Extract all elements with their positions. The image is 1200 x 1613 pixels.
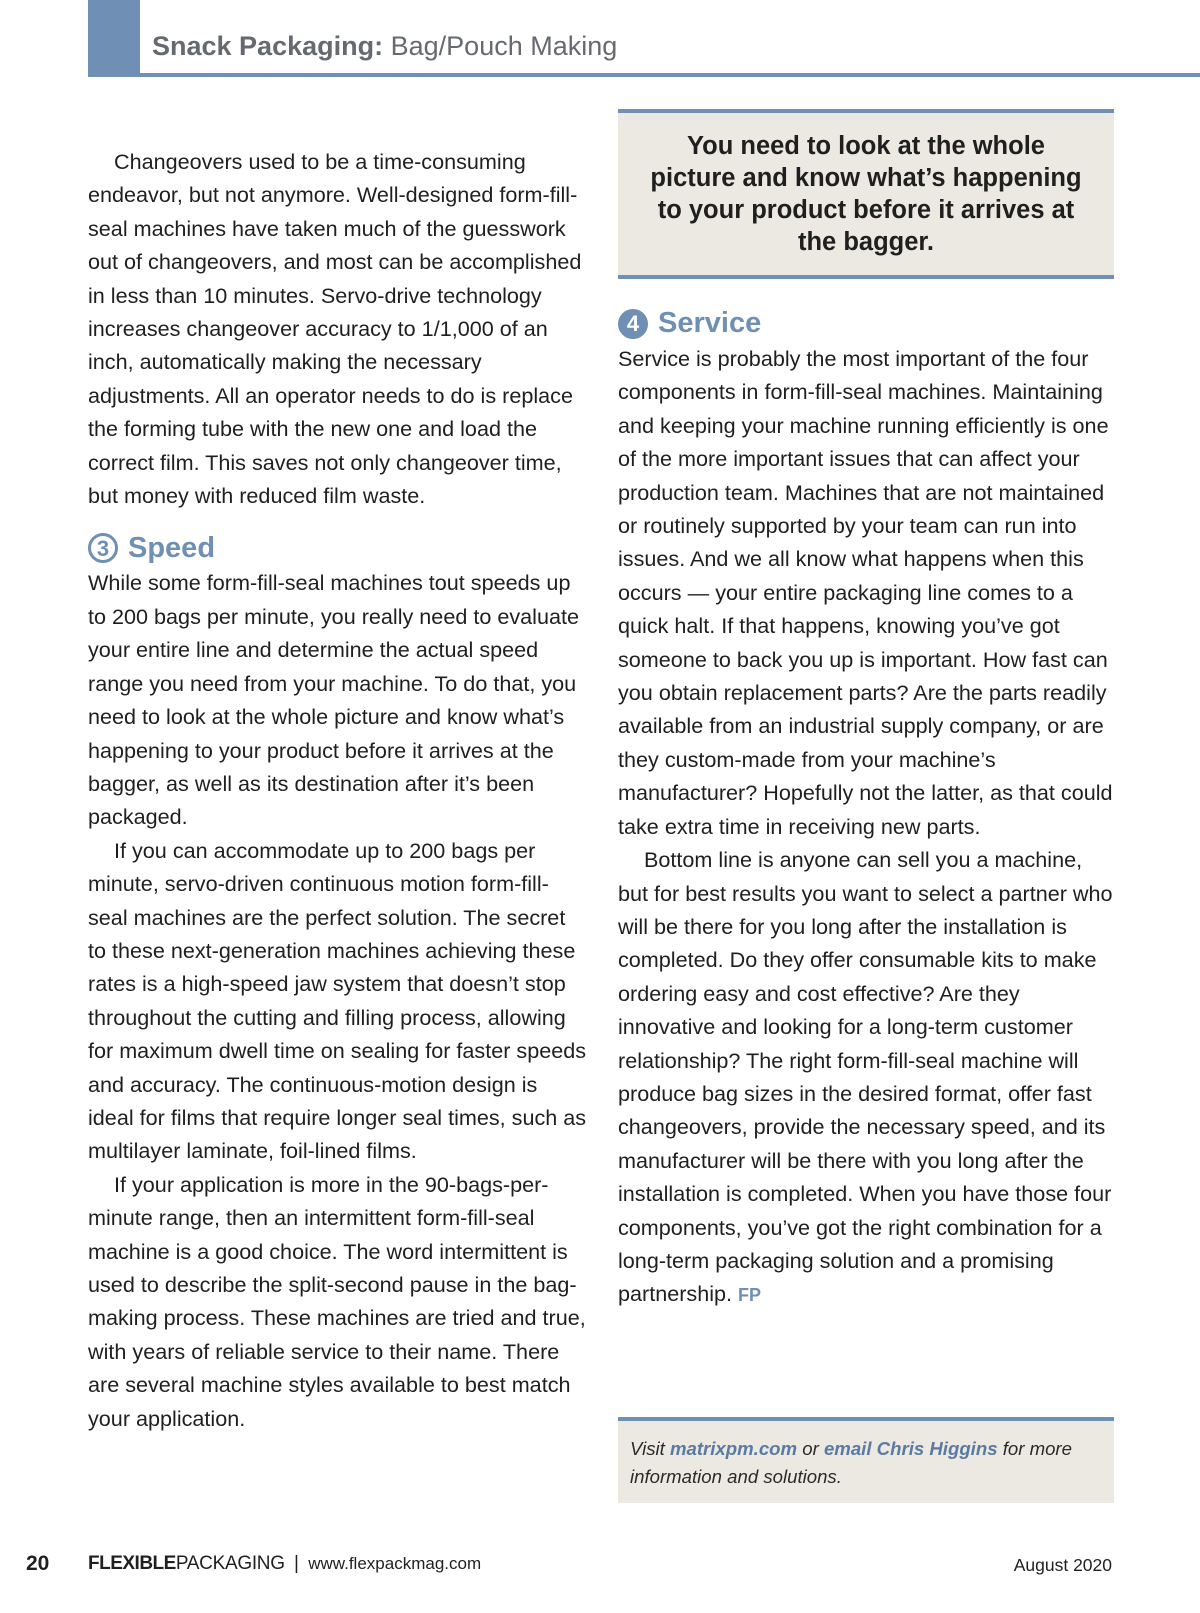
intro-paragraph: Changeovers used to be a time-consuming endeavor, but not anymore. Well-designed form-fill-seal machines have taken much of the guesswork out of changeovers, and most can be accomplished in less than 10 minutes. Servo-drive technology increases changeover accuracy to 1/1,000 of an inch, automatically making the necessary adjustments. All an operator needs to do is replace the forming tube with the new one and load the correct film. This saves not only changeover time, but money with reduced film waste. [88, 149, 582, 509]
section-speed-title: Speed [128, 531, 216, 564]
section-speed-heading [88, 530, 588, 566]
visit-prefix: Visit [630, 1438, 665, 1459]
visit-info-box [618, 1417, 1114, 1503]
left-column [88, 145, 588, 1435]
header-title-bold: Snack Packaging: [152, 31, 384, 61]
header-rule [88, 73, 1200, 77]
email-chris-higgins-link[interactable]: email Chris Higgins [823, 1438, 998, 1459]
visit-suffix: for more information and solutions. [630, 1438, 1072, 1487]
pull-quote-text: You need to look at the whole picture and know what’s happening to your product before it arrives at the bagger. [650, 132, 1082, 256]
brand-flexible: FLEXIBLE [88, 1553, 176, 1574]
speed-paragraph-3: If your application is more in the 90-bags-per-minute range, then an intermittent form-fill-seal machine is a good choice. The word intermittent is used to describe the split-second pause in the bag-making process. These machines are tried and true, with years of reliable service to their name. There are several machine styles available to best match your application. [88, 1171, 586, 1431]
section-number-4-icon: 4 [618, 309, 648, 339]
right-column [618, 306, 1118, 1313]
service-paragraph-2-text: Bottom line is anyone can sell you a machine, but for best results you want to select a partner who will be there for you long after the installation is completed. Do they offer consumable kits to make ordering easy and cost effective? Are they innovative and looking for a long-term customer relationship? The right form-fill-seal machine will produce bag sizes in the desired format, offer fast changeovers, provide the necessary speed, and its manufacturer will be there with you long after the installation is completed. When you have those four components, you’ve got the right combination for a long-term packaging solution and a promising partnership. [618, 847, 1113, 1307]
service-paragraph-1: Service is probably the most important of the four components in form-fill-seal machines. Maintaining and keeping your machine running efficiently is one of the more important issues that can affect your production team. Machines that are not maintained or routinely supported by your team can run into issues. And we all know what happens when this occurs — your entire packaging line comes to a quick halt. If that happens, knowing you’ve got someone to back you up is important. How fast can you obtain replacement parts? Are the parts readily available from an industrial supply company, or are they custom-made from your machine’s manufacturer? Hopefully not the latter, as that could take extra time in receiving new parts. [618, 346, 1113, 839]
header-title-rest: Bag/Pouch Making [390, 31, 618, 61]
section-service-title: Service [658, 307, 762, 340]
matrixpm-link[interactable]: matrixpm.com [669, 1438, 798, 1459]
service-paragraph-2 [618, 843, 1118, 1313]
speed-paragraph-1: While some form-fill-seal machines tout speeds up to 200 bags per minute, you really need to evaluate your entire line and determine the actual speed range you need from your machine. To do that, you need to look at the whole picture and know what’s happening to your product before it arrives at the bagger, as well as its destination after it’s been packaged. [88, 570, 579, 830]
brand-packaging: PACKAGING [175, 1553, 285, 1574]
section-service-heading [618, 306, 1118, 342]
page-header-title [152, 31, 617, 62]
fp-end-mark: FP [738, 1285, 762, 1306]
header-accent-tab [88, 0, 140, 77]
section-number-3-icon: 3 [88, 533, 118, 563]
pull-quote-box [618, 109, 1114, 279]
issue-date: August 2020 [1013, 1555, 1112, 1575]
footer-separator: | [294, 1553, 299, 1574]
footer-brand [88, 1553, 481, 1575]
footer-url-link[interactable]: www.flexpackmag.com [308, 1554, 482, 1573]
page-number: 20 [26, 1552, 50, 1575]
speed-paragraph-2: If you can accommodate up to 200 bags per minute, servo-driven continuous motion form-fill-seal machines are the perfect solution. The secret to these next-generation machines achieving these rates is a high-speed jaw system that doesn’t stop throughout the cutting and filling process, allowing for maximum dwell time on sealing for faster speeds and accuracy. The continuous-motion design is ideal for films that require longer seal times, such as multilayer laminate, foil-lined films. [88, 837, 587, 1164]
visit-middle: or [802, 1438, 819, 1459]
